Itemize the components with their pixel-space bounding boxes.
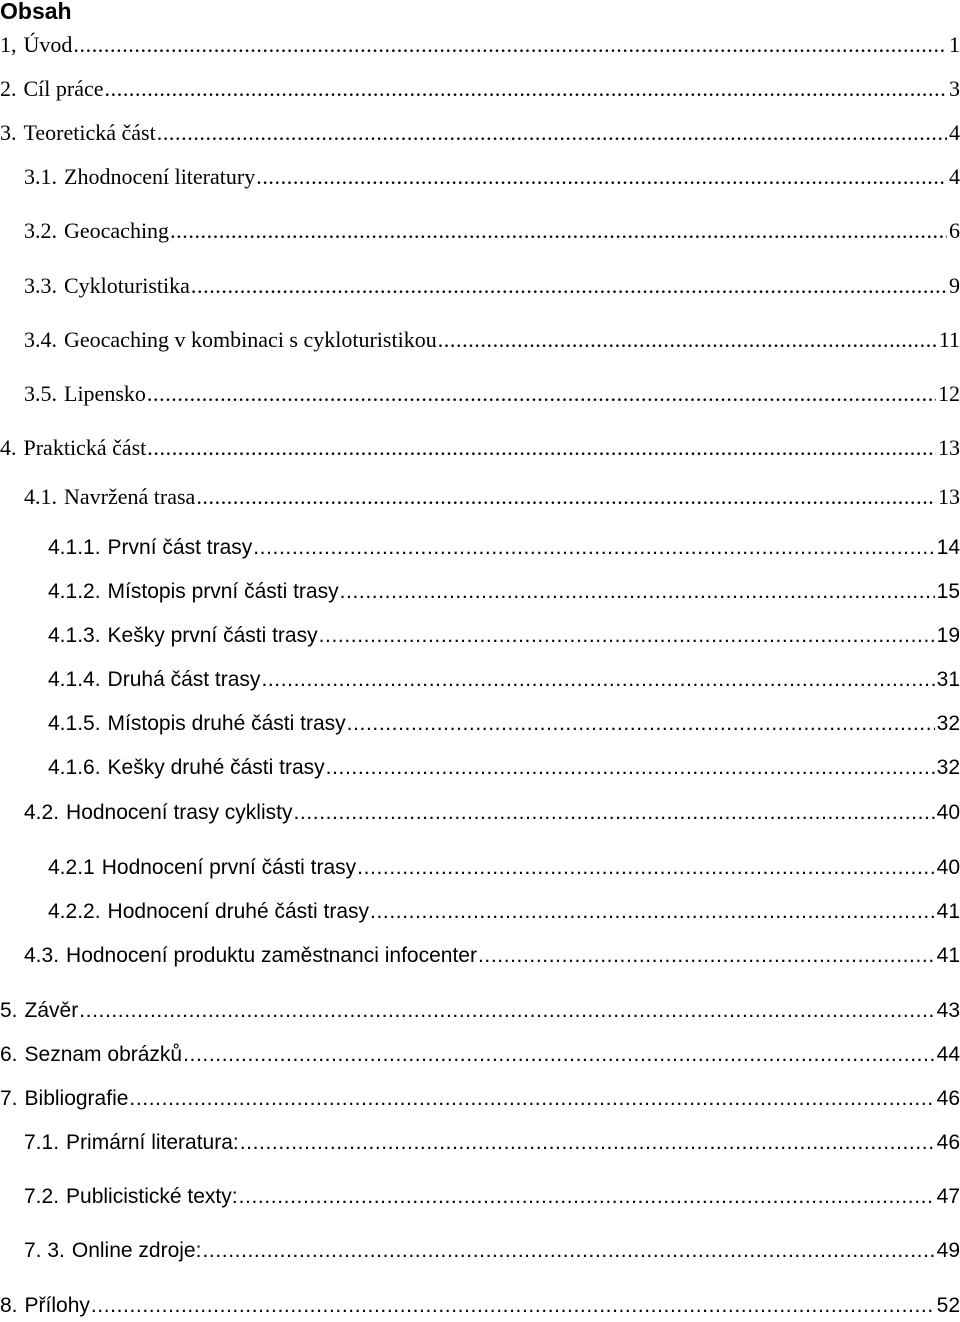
toc-dot-leader: [202, 1236, 934, 1266]
toc-entry-page-number: 43: [936, 999, 960, 1022]
toc-dot-leader: [326, 753, 935, 783]
toc-entry-page-number: 4: [949, 164, 960, 189]
toc-entry[interactable]: [0, 30, 960, 60]
toc-dot-leader: [191, 271, 947, 301]
toc-entry-title: Kešky druhé části trasy: [107, 756, 325, 779]
toc-entry-title: Navržená trasa: [64, 484, 196, 509]
toc-entry[interactable]: [24, 1128, 960, 1158]
toc-entry-title: Publicistické texty:: [66, 1185, 238, 1208]
toc-dot-leader: [438, 325, 937, 355]
toc-entry-page-number: 46: [936, 1087, 960, 1110]
toc-entry-page-number: 32: [936, 756, 960, 779]
toc-dot-leader: [183, 1040, 935, 1070]
toc-entry-title: Přílohy: [24, 1294, 90, 1317]
toc-entry[interactable]: [24, 162, 960, 192]
toc-dot-leader: [370, 897, 935, 927]
toc-entry-title: Hodnocení produktu zaměstnanci infocenter: [66, 944, 477, 967]
toc-entry-page-number: 3: [949, 76, 960, 101]
toc-entry-page-number: 31: [936, 668, 960, 691]
toc-entry-title: Zhodnocení literatury: [64, 164, 256, 189]
toc-entry-number: 4.1.1.: [48, 536, 101, 559]
toc-entry[interactable]: [24, 271, 960, 301]
toc-dot-leader: [357, 853, 934, 883]
toc-entry[interactable]: [48, 753, 960, 783]
toc-entry-page-number: 52: [936, 1294, 960, 1317]
toc-entry-title: Kešky první části trasy: [107, 624, 318, 647]
toc-entry-title: První část trasy: [107, 536, 253, 559]
toc-entry-page-number: 44: [936, 1043, 960, 1066]
toc-entry-title: Hodnocení trasy cyklisty: [66, 801, 293, 824]
toc-entry-page-number: 11: [938, 327, 960, 352]
toc-entry-page-number: 9: [949, 273, 960, 298]
toc-entry-number: 4.: [0, 435, 17, 460]
toc-entry-title: Geocaching v kombinaci s cykloturistikou: [64, 327, 437, 352]
toc-entry-number: 3.4.: [24, 327, 57, 352]
toc-entry-number: 4.1.6.: [48, 756, 101, 779]
toc-dot-leader: [170, 216, 947, 246]
toc-entry[interactable]: [24, 379, 960, 409]
toc-entry[interactable]: [24, 1236, 960, 1266]
toc-entry-title: Hodnocení první části trasy: [101, 856, 357, 879]
toc-entry-number: 7. 3.: [24, 1239, 65, 1262]
toc-dot-leader: [261, 665, 934, 695]
toc-entry-title: Praktická část: [23, 435, 147, 460]
toc-entry-number: 4.2.1: [48, 856, 95, 879]
toc-entry-page-number: 1: [949, 32, 960, 57]
toc-entry-page-number: 47: [936, 1185, 960, 1208]
toc-entry[interactable]: [24, 1182, 960, 1212]
toc-entry-title: Závěr: [24, 999, 79, 1022]
toc-entry-title: Hodnocení druhé části trasy: [107, 900, 370, 923]
toc-entry-number: 3.3.: [24, 273, 57, 298]
toc-entry[interactable]: [48, 577, 960, 607]
toc-entry[interactable]: [0, 996, 960, 1026]
toc-entry-number: 5.: [0, 999, 18, 1022]
toc-entry-title: Úvod: [23, 32, 73, 57]
toc-entry[interactable]: [48, 621, 960, 651]
toc-entry-number: 4.1.4.: [48, 668, 101, 691]
toc-entry[interactable]: [0, 433, 960, 463]
toc-entry-page-number: 49: [936, 1239, 960, 1262]
toc-entry-page-number: 46: [936, 1131, 960, 1154]
toc-entry[interactable]: [24, 216, 960, 246]
toc-entry-page-number: 14: [936, 536, 960, 559]
toc-entry-title: Místopis první části trasy: [107, 580, 339, 603]
toc-entry[interactable]: [24, 482, 960, 512]
toc-entry[interactable]: [24, 325, 960, 355]
toc-entry-number: 3.5.: [24, 381, 57, 406]
toc-dot-leader: [240, 1128, 935, 1158]
toc-entry[interactable]: [0, 74, 960, 104]
toc-entry-number: 4.3.: [24, 944, 60, 967]
toc-entry-page-number: 41: [936, 900, 960, 923]
toc-dot-leader: [239, 1182, 935, 1212]
toc-entry-title: Místopis druhé části trasy: [107, 712, 346, 735]
toc-entry-number: 4.2.2.: [48, 900, 101, 923]
toc-entry-number: 8.: [0, 1294, 18, 1317]
toc-entry[interactable]: [0, 1291, 960, 1321]
toc-entry-number: 1,: [0, 32, 17, 57]
toc-dot-leader: [196, 482, 936, 512]
toc-dot-leader: [157, 118, 947, 148]
toc-dot-leader: [319, 621, 935, 651]
toc-entry-page-number: 13: [938, 435, 960, 460]
toc-entry-page-number: 13: [938, 484, 960, 509]
toc-entry-page-number: 15: [936, 580, 960, 603]
toc-dot-leader: [73, 30, 947, 60]
toc-entry-title: Teoretická část: [23, 120, 156, 145]
toc-entry-title: Cíl práce: [23, 76, 104, 101]
toc-entry-number: 4.1.3.: [48, 624, 101, 647]
toc-entry-page-number: 40: [936, 801, 960, 824]
toc-heading: Obsah: [0, 0, 72, 24]
toc-entry-page-number: 41: [936, 944, 960, 967]
toc-entry-title: Cykloturistika: [64, 273, 190, 298]
toc-entry-number: 3.1.: [24, 164, 57, 189]
toc-entry-number: 3.: [0, 120, 17, 145]
toc-dot-leader: [129, 1084, 934, 1114]
toc-entry-title: Lipensko: [64, 381, 146, 406]
toc-entry-number: 4.1.: [24, 484, 57, 509]
toc-entry[interactable]: [24, 798, 960, 828]
toc-entry-number: 4.2.: [24, 801, 60, 824]
toc-entry-number: 6.: [0, 1043, 18, 1066]
toc-entry-title: Geocaching: [64, 218, 170, 243]
toc-entry[interactable]: [48, 533, 960, 563]
toc-entry-title: Primární literatura:: [66, 1131, 239, 1154]
toc-dot-leader: [347, 709, 935, 739]
toc-dot-leader: [79, 996, 934, 1026]
toc-entry-title: Druhá část trasy: [107, 668, 261, 691]
toc-dot-leader: [253, 533, 934, 563]
toc-entry-title: Seznam obrázků: [24, 1043, 183, 1066]
toc-dot-leader: [91, 1291, 935, 1321]
toc-entry[interactable]: [48, 665, 960, 695]
toc-dot-leader: [478, 941, 935, 971]
toc-entry[interactable]: [48, 709, 960, 739]
toc-entry-page-number: 19: [936, 624, 960, 647]
toc-entry[interactable]: [48, 853, 960, 883]
toc-entry-number: 7.2.: [24, 1185, 60, 1208]
toc-entry-page-number: 12: [938, 381, 960, 406]
toc-entry[interactable]: [0, 118, 960, 148]
toc-entry-number: 4.1.2.: [48, 580, 101, 603]
toc-entry-number: 7.: [0, 1087, 18, 1110]
toc-entry-number: 4.1.5.: [48, 712, 101, 735]
toc-entry-page-number: 40: [936, 856, 960, 879]
toc-entry-number: 3.2.: [24, 218, 57, 243]
toc-dot-leader: [147, 433, 936, 463]
toc-dot-leader: [105, 74, 947, 104]
toc-dot-leader: [293, 798, 934, 828]
toc-entry-number: 7.1.: [24, 1131, 60, 1154]
toc-entry-title: Bibliografie: [24, 1087, 129, 1110]
toc-dot-leader: [147, 379, 936, 409]
toc-entry[interactable]: [24, 941, 960, 971]
toc-entry-page-number: 32: [936, 712, 960, 735]
toc-entry[interactable]: [0, 1084, 960, 1114]
toc-entry-page-number: 4: [949, 120, 960, 145]
toc-dot-leader: [256, 162, 947, 192]
toc-entry-number: 2.: [0, 76, 17, 101]
toc-entry-title: Online zdroje:: [71, 1239, 202, 1262]
toc-entry[interactable]: [0, 1040, 960, 1070]
toc-entry[interactable]: [48, 897, 960, 927]
toc-dot-leader: [340, 577, 935, 607]
toc-entry-page-number: 6: [949, 218, 960, 243]
